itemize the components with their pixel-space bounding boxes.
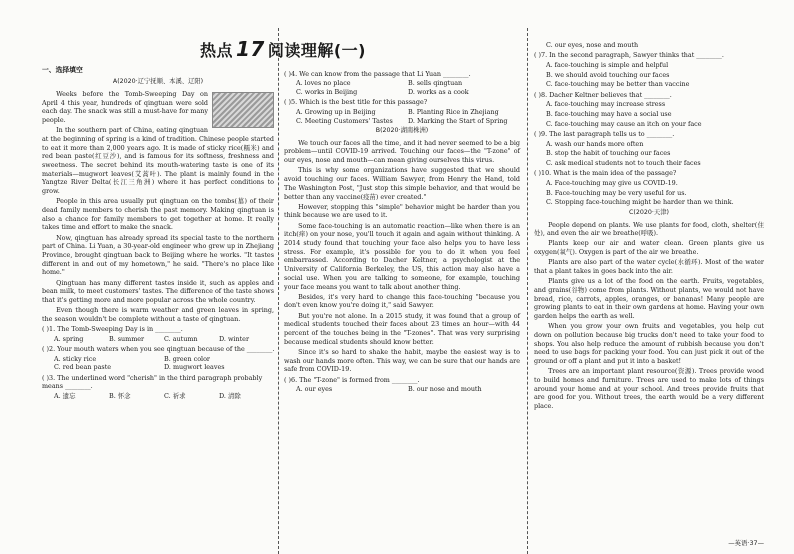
option[interactable]: D. 清除	[219, 392, 241, 400]
option[interactable]: C. ask medical students not to touch their faces	[546, 158, 701, 167]
paragraph: Qingtuan has many different tastes inside it, such as apples and bean milk, to meet customers' tastes. The difference of the taste shows that it's getting more and more popular across the whole country.	[42, 278, 274, 304]
column-1	[42, 36, 274, 402]
option[interactable]: A. Growing up in Beijing	[296, 107, 376, 116]
option[interactable]: B. summer	[109, 334, 145, 343]
paragraph: Besides, it's very hard to change this face-touching "because you don't even know you're doing it," said Sawyer.	[284, 292, 520, 310]
option[interactable]: A. loves no place	[296, 79, 351, 88]
passage-a-source: A(2020·辽宁抚顺、本溪、辽阳)	[112, 78, 204, 86]
paragraph: People in this area usually put qingtuan on the tombs(墓) of their dead family members to cherish the past memory. Making qingtuan is also a chance for family members to get together at home. It really takes time and effort to make the snack.	[42, 197, 274, 232]
option[interactable]: B. we should avoid touching our faces	[546, 70, 670, 79]
paragraph: This is why some organizations have suggested that we should avoid touching our faces. William Sawyer, from Henry the Hand, told The Washington Post, "Just stop this simple behavior, and that would be better than any vaccine(疫苗) ever created."	[284, 166, 520, 201]
option[interactable]: B. our nose and mouth	[408, 385, 482, 394]
options	[296, 108, 520, 125]
option[interactable]: B. Face-touching may be very useful for us.	[546, 188, 687, 197]
question-4: ( )4. We can know from the passage that Li Yuan ________.	[284, 69, 471, 78]
paragraph: We touch our faces all the time, and it had never seemed to be a big problem—until COVID-19 arrived. Touching our faces—the "T-zone" of our eyes, nose and mouth—can mean giving ourselves this virus.	[284, 138, 520, 165]
question-10: ( )10. What is the main idea of the passage?	[534, 169, 677, 178]
option[interactable]: A. face-touching is simple and helpful	[546, 60, 669, 69]
option[interactable]: C. red bean paste	[54, 363, 112, 372]
option[interactable]: B. sells qingtuan	[408, 79, 463, 88]
paragraph: Weeks before the Tomb-Sweeping Day on April 4 this year, hundreds of qingtuan were sold each day. The snack was still a must-have for many people.	[42, 89, 208, 124]
option[interactable]: B. Planting Rice in Zhejiang	[408, 107, 499, 116]
passage-b-source: B(2020·湖南株洲)	[375, 127, 429, 135]
option[interactable]: A. our eyes	[296, 385, 333, 394]
options	[54, 335, 274, 344]
paragraph: In the southern part of China, eating qingtuan at the beginning of spring is a kind of tradition. Chinese people started to eat it more than 2,000 years ago. It is made of sticky rice(糯米) and red bean paste(红豆沙), and is famous for its softness, freshness and sweetness. The secret behind its mouth-watering taste is one of its materials—mugwort leaves(艾蒿叶). The plant is mainly found in the Yangtze River Delta(长江三角洲) where it has perfect conditions to grow.	[42, 126, 274, 196]
paragraph: People depend on plants. We use plants for food, cloth, shelter(住处), and even the air we breathe(呼吸).	[534, 220, 764, 238]
column-2	[284, 68, 520, 395]
options	[54, 392, 274, 401]
paragraph: Trees are an important plant resource(资源). Trees provide wood to build homes and furniture. Trees are used to make lots of things around your home and at your school. And trees provide fruits that are good for you. Without trees, the earth would be a very different place.	[534, 367, 764, 411]
option[interactable]: C. 祈求	[164, 392, 186, 400]
paragraph: Even though there is warm weather and green leaves in spring, the season wouldn't be complete without a taste of qingtuan.	[42, 306, 274, 323]
column-3	[534, 40, 764, 412]
option[interactable]: A. Face-touching may give us COVID-19.	[546, 178, 678, 187]
qingtuan-photo	[212, 92, 274, 128]
option[interactable]: A. wash our hands more often	[546, 139, 644, 148]
option[interactable]: B. 怀念	[109, 392, 131, 400]
option[interactable]: D. works as a cook	[408, 87, 469, 96]
title-prefix: 热点	[200, 41, 234, 60]
options	[54, 355, 274, 372]
option[interactable]: B. face-touching may have a social use	[546, 109, 672, 118]
option[interactable]: C. face-touching may be better than vaccine	[546, 80, 690, 89]
option[interactable]: D. mugwort leaves	[164, 363, 225, 372]
question-7: ( )7. In the second paragraph, Sawyer thinks that ________.	[534, 51, 724, 60]
option[interactable]: C. face-touching may cause an itch on your face	[546, 119, 702, 128]
title-suffix: 阅读理解(一)	[267, 41, 366, 60]
option[interactable]: C. Stopping face-touching might be harder than we think.	[546, 198, 734, 207]
paragraph: However, stopping this "simple" behavior might be harder than you think because we are used to it.	[284, 202, 520, 220]
paragraph: Some face-touching is an automatic reaction—like when there is an itch(痒) on your nose, you'll touch it again and again without thinking. A 2014 study found that touching your face also helps you to have less stress. For example, it's possible for you to do it when you feel embarrassed. According to Dacher Keltner, a psychologist at the University of California Berkeley, the US, this action may also have a social use. When you are talking to someone, for example, touching your face means you want to talk about another thing.	[284, 221, 520, 291]
question-5: ( )5. Which is the best title for this passage?	[284, 98, 428, 107]
paragraph: Plants keep our air and water clean. Green plants give us oxygen(氧气). Oxygen is part of the air we breathe.	[534, 239, 764, 257]
title-number: 17	[236, 37, 265, 61]
question-9: ( )9. The last paragraph tells us to ________.	[534, 129, 675, 138]
option[interactable]: A. sticky rice	[54, 354, 97, 363]
passage-c-source: C(2020·天津)	[629, 208, 669, 216]
option[interactable]: A. spring	[54, 334, 84, 343]
paragraph: But you're not alone. In a 2015 study, it was found that a group of medical students touched their faces about 23 times an hour—with 44 percent of the touches being in the "T-zones". That was very surprising because medical students should know better.	[284, 311, 520, 346]
column-divider	[278, 28, 280, 554]
paragraph: When you grow your own fruits and vegetables, you help cut down on pollution because big trucks don't need to take your food to shops. You also help reduce the amount of rubbish because you don't need to use bags for packing your food. You can just pick it out of the ground or off a plant and put it into a basket!	[534, 322, 764, 366]
option[interactable]: A. 遗忘	[54, 392, 76, 400]
section-title: 一、选择填空	[42, 66, 83, 74]
question-3: ( )3. The underlined word "cherish" in the third paragraph probably means ________.	[42, 373, 263, 391]
paragraph: Plants are also part of the water cycle(水循环). Most of the water that a plant takes in goes back into the air.	[534, 258, 764, 276]
options	[296, 79, 520, 96]
question-1: ( )1. The Tomb-Sweeping Day is in ________.	[42, 325, 183, 334]
question-8: ( )8. Dacher Keltner believes that ________.	[534, 90, 672, 99]
paragraph: Plants give us a lot of the food on the earth. Fruits, vegetables, and grains(谷物) come from plants. Without plants, we would not have bread, rice, carrots, apples, oranges, or bananas! Many people are growing plants to eat in their own gardens at home. Having your own garden helps the earth as well.	[534, 277, 764, 321]
option[interactable]: B. green color	[164, 354, 210, 363]
question-2: ( )2. Your mouth waters when you see qingtuan because of the ________.	[42, 344, 274, 353]
option[interactable]: D. winter	[219, 334, 249, 343]
column-divider	[527, 28, 529, 554]
question-6: ( )6. The "T-zone" is formed from ________.	[284, 375, 420, 384]
option[interactable]: C. works in Beijing	[296, 87, 358, 96]
paragraph: Now, qingtuan has already spread its special taste to the northern part of China. Li Yuan, a 30-year-old engineer who grew up in Zhejiang Province, brought qingtuan back to Beijing where he works. "It tastes different in and out of my hometown," he said. "There's no place like home."	[42, 233, 274, 277]
option[interactable]: C. autumn	[164, 334, 198, 343]
paragraph: Since it's so hard to shake the habit, maybe the easiest way is to wash our hands more often. This way, we can be sure that our hands are safe from COVID-19.	[284, 347, 520, 374]
options	[296, 385, 520, 394]
option[interactable]: B. stop the habit of touching our faces	[546, 149, 671, 158]
option[interactable]: C. our eyes, nose and mouth	[546, 41, 639, 49]
page-footer: —英语·37—	[728, 539, 764, 548]
option[interactable]: C. Meeting Customers' Tastes	[296, 116, 393, 125]
option[interactable]: D. Marking the Start of Spring	[408, 116, 508, 125]
option[interactable]: A. face-touching may increase stress	[546, 100, 666, 109]
